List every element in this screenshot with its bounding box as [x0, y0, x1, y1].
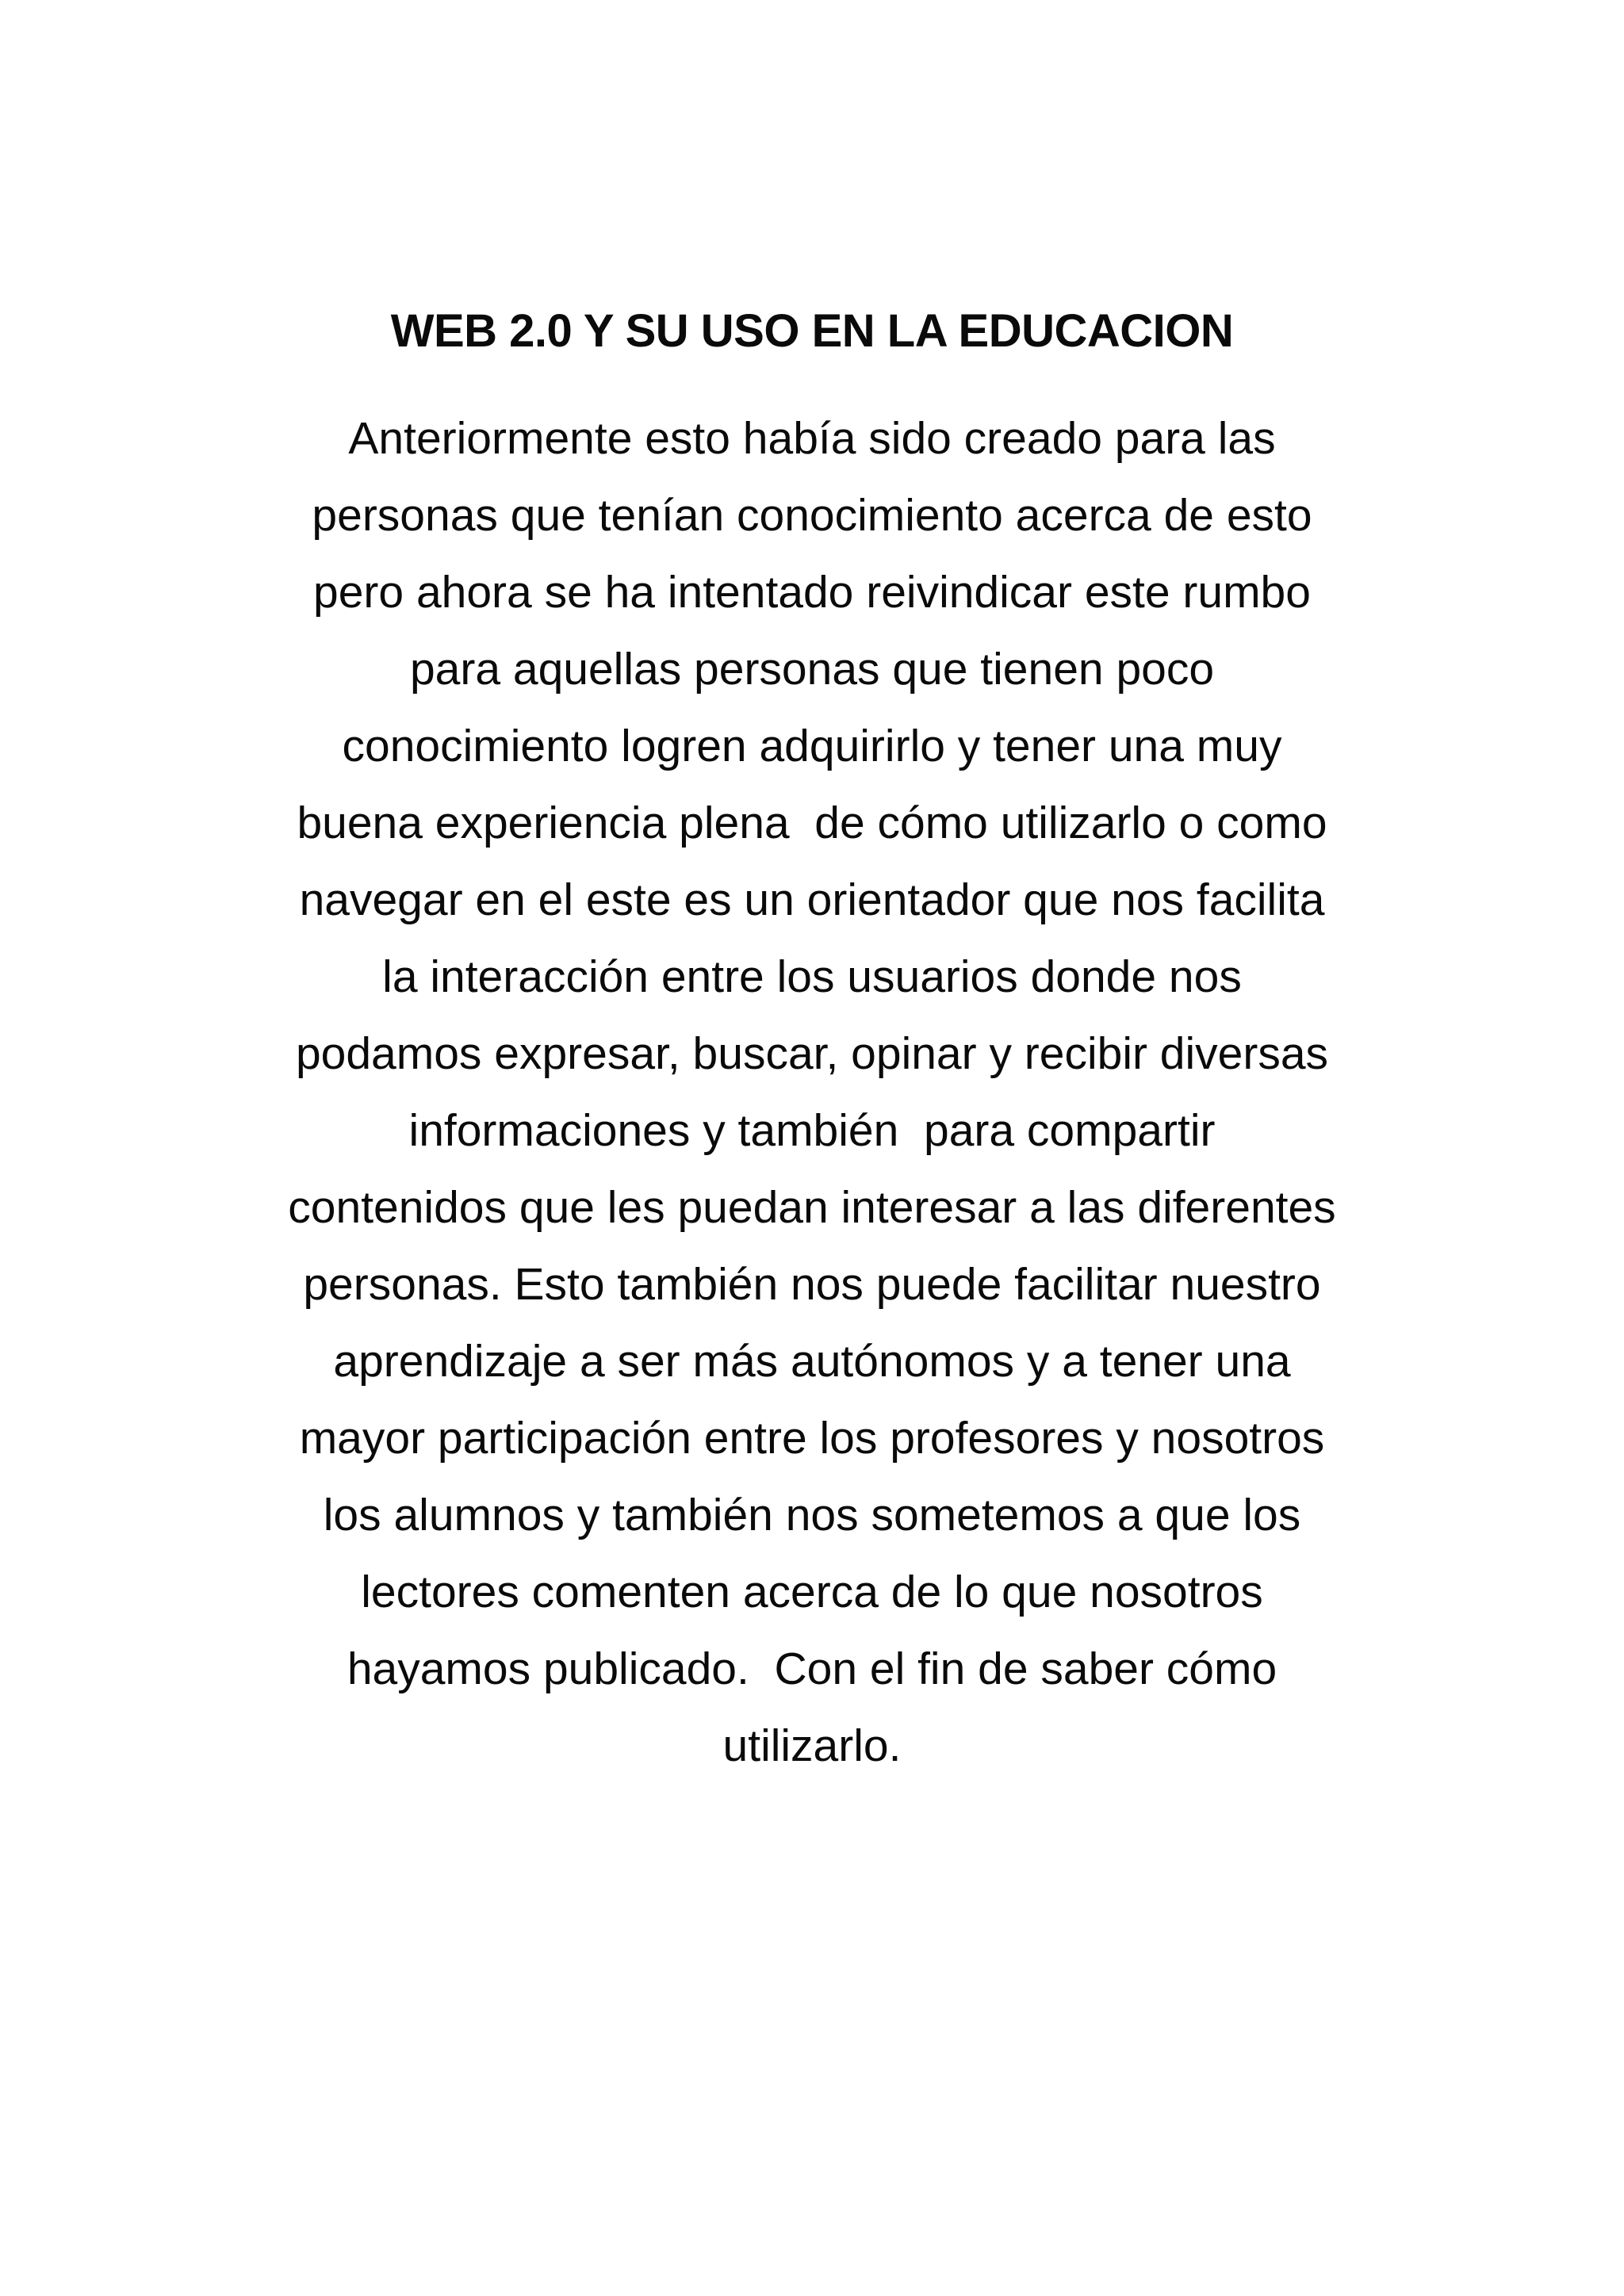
document-title: WEB 2.0 Y SU USO EN LA EDUCACION [390, 305, 1234, 357]
body-line: conocimiento logren adquirirlo y tener una muy [342, 721, 1282, 771]
body-line: utilizarlo. [722, 1720, 902, 1771]
body-line: lectores comenten acerca de lo que nosotros [361, 1567, 1263, 1617]
body-line: hayamos publicado. Con el fin de saber cómo [347, 1644, 1277, 1694]
body-line: navegar en el este es un orientador que nos facilita [299, 874, 1325, 925]
body-line: los alumnos y también nos sometemos a que los [323, 1490, 1301, 1540]
document-body [0, 400, 1624, 1785]
body-line: pero ahora se ha intentado reivindicar este rumbo [313, 567, 1311, 618]
body-line: personas que tenían conocimiento acerca de esto [312, 490, 1312, 541]
body-line: personas. Esto también nos puede facilitar nuestro [303, 1259, 1321, 1310]
body-line: aprendizaje a ser más autónomos y a tener una [333, 1336, 1291, 1387]
body-line: contenidos que les puedan interesar a las diferentes [288, 1182, 1336, 1233]
body-line: mayor participación entre los profesores y nosotros [299, 1413, 1325, 1464]
body-line: informaciones y también para compartir [408, 1105, 1216, 1156]
body-line: podamos expresar, buscar, opinar y recibir diversas [295, 1028, 1329, 1079]
body-line: para aquellas personas que tienen poco [409, 644, 1215, 695]
body-line: la interacción entre los usuarios donde nos [382, 951, 1242, 1002]
body-line: Anteriormente esto había sido creado para las [348, 413, 1276, 464]
body-line: buena experiencia plena de cómo utilizarlo o como [297, 798, 1327, 848]
